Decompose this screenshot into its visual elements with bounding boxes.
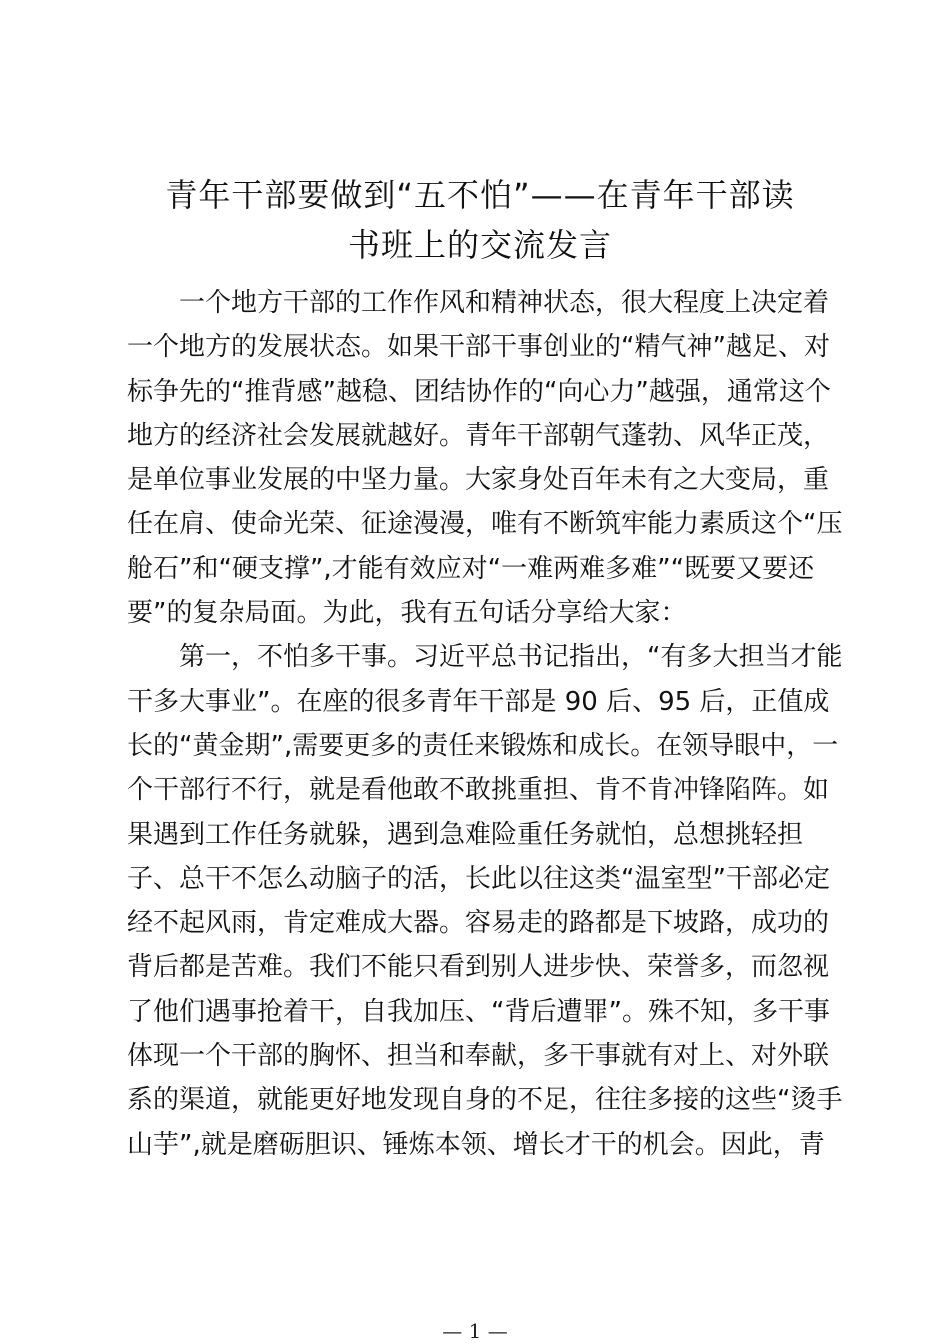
paragraph-line: 子、总干不怎么动脑子的活，长此以往这类“温室型”干部必定 [127, 863, 830, 894]
paragraph-line: 干多大事业”。在座的很多青年干部是 90 后、95 后，正值成 [127, 686, 830, 717]
paragraph-line: 长的“黄金期”,需要更多的责任来锻炼和成长。在领导眼中，一 [127, 730, 839, 761]
paragraph-line: 一个地方干部的工作作风和精神状态，很大程度上决定着 [179, 288, 830, 318]
paragraph-line: 一个地方的发展状态。如果干部干事创业的“精气神”越足、对 [127, 332, 830, 363]
title-line: 青年干部要做到“五不怕”——在青年干部读 [165, 176, 795, 214]
paragraph-line: 任在肩、使命光荣、征途漫漫，唯有不断筑牢能力素质这个“压 [127, 509, 843, 540]
page-number: — 1 — [442, 1319, 508, 1343]
paragraph-line: 果遇到工作任务就躲，遇到急难险重任务就怕，总想挑轻担 [127, 819, 804, 850]
paragraph-line: 背后都是苦难。我们不能只看到别人进步快、荣誉多，而忽视 [127, 952, 830, 983]
paragraph-line: 地方的经济社会发展就越好。青年干部朝气蓬勃、风华正茂， [127, 420, 830, 451]
paragraph-line: 经不起风雨，肯定难成大器。容易走的路都是下坡路，成功的 [127, 908, 830, 939]
document-title [120, 170, 840, 270]
paragraph-line: 系的渠道，就能更好地发现自身的不足，往往多接的这些“烫手 [127, 1085, 843, 1116]
document-body [127, 281, 843, 1167]
paragraph-line: 第一，不怕多干事。习近平总书记指出，“有多大担当才能 [179, 642, 843, 673]
paragraph-line: 是单位事业发展的中坚力量。大家身处百年未有之大变局，重 [127, 465, 830, 496]
title-line: 书班上的交流发言 [347, 226, 612, 264]
paragraph-line: 舱石”和“硬支撑”,才能有效应对“一难两难多难”“既要又要还 [127, 553, 815, 584]
paragraph-line: 要”的复杂局面。为此，我有五句话分享给大家： [127, 598, 687, 629]
paragraph-line: 体现一个干部的胸怀、担当和奉献，多干事就有对上、对外联 [127, 1041, 830, 1072]
paragraph-line: 了他们遇事抢着干，自我加压、“背后遭罪”。殊不知，多干事 [127, 996, 830, 1027]
paragraph-line: 标争先的“推背感”越稳、团结协作的“向心力”越强，通常这个 [127, 376, 831, 407]
paragraph-line: 山芋”,就是磨砺胆识、锤炼本领、增长才干的机会。因此，青 [127, 1129, 825, 1160]
paragraph-line: 个干部行不行，就是看他敢不敢挑重担、肯不肯冲锋陷阵。如 [127, 775, 830, 806]
